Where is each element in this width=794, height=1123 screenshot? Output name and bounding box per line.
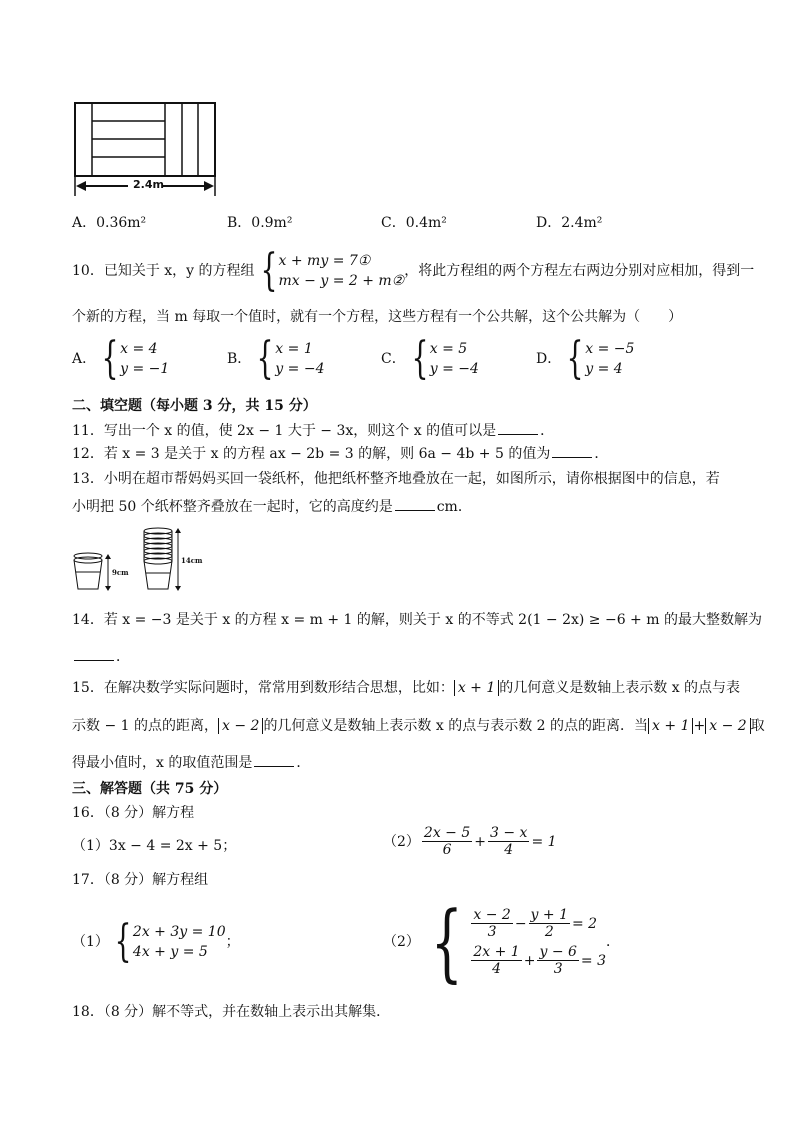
- q10-b-row2: y = −4: [275, 361, 325, 377]
- q17-part1-end: ；: [225, 934, 240, 950]
- q11-blank: [498, 420, 538, 435]
- q10-option-b: B． { x = 1 y = −4: [227, 333, 325, 384]
- q15-line2: [72, 716, 765, 736]
- q12-end: ．: [594, 446, 609, 462]
- q15-text-2: 的几何意义是数轴上表示数 x 的点与表: [499, 680, 741, 696]
- q15-blank: [254, 752, 294, 767]
- q10-option-b-label: B．: [227, 351, 252, 367]
- q15-text-1: 15．在解决数学实际问题时，常常用到数形结合思想，比如：: [72, 680, 454, 696]
- q16-frac-1: $\frac{2x - 5}{6}$: [423, 825, 471, 858]
- q17-p1-row2: 4x + y = 5: [132, 944, 208, 960]
- q15-abs-4: x − 2: [705, 718, 750, 734]
- q9-option-c: C．0.4m²: [381, 215, 447, 231]
- q17-p1-row1: 2x + 3y = 10: [132, 924, 226, 940]
- q15-plus: +: [693, 718, 706, 734]
- cup-small-label: 9cm: [112, 568, 129, 577]
- q12-blank: [552, 443, 592, 458]
- q10-d-row1: x = −5: [585, 341, 635, 357]
- q18-title: 18．（8 分）解不等式，并在数轴上表示出其解集．: [72, 1004, 391, 1020]
- q12: [72, 443, 608, 464]
- q10-option-a: A． { x = 4 y = −1: [72, 333, 170, 384]
- q10-c-row2: y = −4: [429, 361, 479, 377]
- q10-lead: 10．已知关于 x，y 的方程组: [72, 263, 255, 279]
- q15-abs-2: x − 2: [218, 718, 263, 734]
- q11-text: 11．写出一个 x 的值，使 2x − 1 大于 − 3x，则这个 x 的值可以是: [72, 423, 497, 439]
- q10-tail: ，将此方程组的两个方程左右两边分别对应相加，得到一: [404, 263, 755, 279]
- q13-line2: [72, 496, 472, 517]
- q13-text: 小明把 50 个纸杯整齐叠放在一起时，它的高度约是: [72, 499, 393, 515]
- q16-rhs: = 1: [531, 833, 557, 850]
- q10-option-c: C． { x = 5 y = −4: [381, 333, 479, 384]
- q10-line1: [72, 245, 755, 296]
- q14-line2: [72, 646, 130, 667]
- q16-op: +: [474, 833, 486, 850]
- q15-end: ．: [296, 755, 311, 771]
- q9-option-b: B．0.9m²: [227, 215, 293, 231]
- q10-a-row1: x = 4: [120, 341, 158, 357]
- q16-part2: [383, 825, 557, 858]
- q15-text-4: 的几何意义是数轴上表示数 x 的点与表示数 2 的点的距离．当: [263, 718, 649, 734]
- q17-part2-label: （2）: [383, 934, 420, 950]
- q13-end: cm．: [436, 499, 472, 515]
- q17-part1: （1） { 2x + 3y = 10 4x + y = 5 ；: [72, 916, 240, 967]
- q10-eq1: x + my = 7①: [278, 253, 371, 269]
- q17-part2: （2） { $\frac{x - 2}{3}$ − $\frac{y + 1}{2}$ = 2 $\frac{2x + 1}{4}$ + $\frac{y - 6}{3}$ = 3 ．: [383, 893, 620, 991]
- q13-blank: [395, 496, 435, 511]
- q16-part2-label: （2）: [383, 833, 420, 850]
- q13-line1: 13．小明在超市帮妈妈买回一袋纸杯，他把纸杯整齐地叠放在一起，如图所示，请你根据图中的信息，若: [72, 471, 720, 487]
- q15-abs-3: x + 1: [648, 718, 693, 734]
- q16-part1: （1）3x − 4 = 2x + 5；: [72, 838, 237, 854]
- q10-option-a-label: A．: [72, 351, 97, 367]
- q12-text: 12．若 x = 3 是关于 x 的方程 ax − 2b = 3 的解，则 6a − 4b + 5 的值为: [72, 446, 551, 462]
- q14-end: ．: [116, 649, 130, 665]
- q10-option-d-label: D．: [536, 351, 562, 367]
- q14-line1: 14．若 x = −3 是关于 x 的方程 x = m + 1 的解，则关于 x 的不等式 2(1 − 2x) ≥ −6 + m 的最大整数解为: [72, 612, 762, 628]
- q10-d-row2: y = 4: [585, 361, 623, 377]
- q10-system: { x + my = 7① mx − y = 2 + m②: [260, 245, 405, 296]
- q14-blank: [74, 646, 114, 661]
- q9-option-d: D．2.4m²: [536, 215, 603, 231]
- q17-title: 17．（8 分）解方程组: [72, 872, 209, 888]
- section-3-heading: 三、解答题（共 75 分）: [72, 781, 228, 797]
- q10-option-c-label: C．: [381, 351, 406, 367]
- q15-text-3: 示数 − 1 的点的距离，: [72, 718, 218, 734]
- q17-part2-end: ．: [606, 934, 620, 950]
- q15-line3: [72, 752, 310, 773]
- q15-line1: [72, 678, 740, 698]
- q11: [72, 420, 554, 441]
- q10-eq2: mx − y = 2 + m②: [278, 273, 405, 289]
- q10-c-row1: x = 5: [429, 341, 468, 357]
- q15-text-6: 得最小值时，x 的取值范围是: [72, 755, 253, 771]
- section-2-heading: 二、填空题（每小题 3 分，共 15 分）: [72, 398, 317, 414]
- q10-option-d: D． { x = −5 y = 4: [536, 333, 635, 384]
- q15-text-5: 取: [750, 718, 765, 734]
- cup-tall-label: 14cm: [181, 556, 203, 565]
- q9-option-a: A．0.36m²: [72, 215, 147, 231]
- q17-part1-label: （1）: [72, 934, 109, 950]
- rect-width-label: 2.4m: [133, 178, 164, 191]
- q10-line2: 个新的方程，当 m 每取一个值时，就有一个方程，这些方程有一个公共解，这个公共解为（ ）: [72, 309, 683, 325]
- q16-title: 16．（8 分）解方程: [72, 805, 195, 821]
- q10-a-row2: y = −1: [120, 361, 170, 377]
- cups-figure: [70, 525, 190, 595]
- q10-b-row1: x = 1: [275, 341, 313, 357]
- q15-abs-1: x + 1: [454, 680, 499, 696]
- q11-end: ．: [540, 423, 555, 439]
- q16-frac-2: $\frac{3 - x}{4}$: [490, 825, 528, 858]
